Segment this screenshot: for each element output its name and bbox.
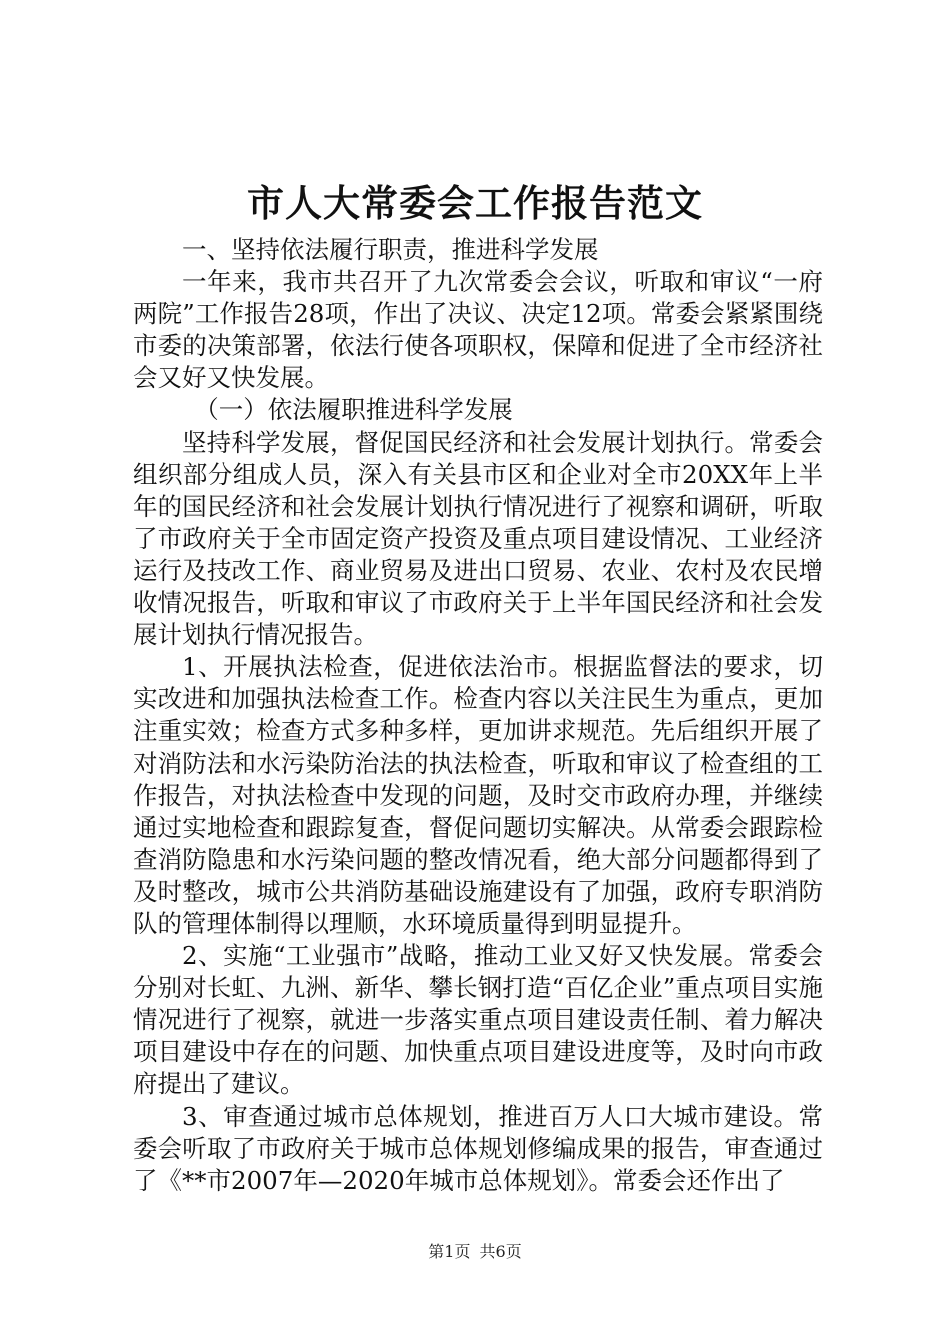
document-body: [133, 234, 823, 1197]
paragraph: 坚持科学发展，督促国民经济和社会发展计划执行。常委会组织部分组成人员，深入有关县市区和企业对全市20XX年上半年的国民经济和社会发展计划执行情况进行了视察和调研，听取了市政府关于全市固定资产投资及重点项目建设情况、工业经济运行及技改工作、商业贸易及进出口贸易、农业、农村及农民增收情况报告，听取和审议了市政府关于上半年国民经济和社会发展计划执行情况报告。: [133, 427, 823, 650]
paragraph: 一年来，我市共召开了九次常委会会议，听取和审议“一府两院”工作报告28项，作出了决议、决定12项。常委会紧紧围绕市委的决策部署，依法行使各项职权，保障和促进了全市经济社会又好又快发展。: [133, 267, 823, 393]
paragraph: 1、开展执法检查，促进依法治市。根据监督法的要求，切实改进和加强执法检查工作。检查内容以关注民生为重点，更加注重实效；检查方式多种多样，更加讲求规范。先后组织开展了对消防法和水污染防治法的执法检查，听取和审议了检查组的工作报告，对执法检查中发现的问题，及时交市政府办理，并继续通过实地检查和跟踪复查，督促问题切实解决。从常委会跟踪检查消防隐患和水污染问题的整改情况看，绝大部分问题都得到了及时整改，城市公共消防基础设施建设有了加强，政府专职消防队的管理体制得以理顺，水环境质量得到明显提升。: [133, 652, 823, 938]
page-footer: [0, 1241, 950, 1263]
page-total: 共6页: [479, 1242, 522, 1261]
section-heading: 一、坚持依法履行职责，推进科学发展: [182, 235, 599, 264]
document-title: 市人大常委会工作报告范文: [247, 181, 703, 225]
page-number: 第1页: [428, 1242, 471, 1261]
paragraph: 2、实施“工业强市”战略，推动工业又好又快发展。常委会分别对长虹、九洲、新华、攀长钢打造“百亿企业”重点项目实施情况进行了视察，就进一步落实重点项目建设责任制、着力解决项目建设中存在的问题、加快重点项目建设进度等，及时向市政府提出了建议。: [133, 941, 823, 1099]
paragraph: 3、审查通过城市总体规划，推进百万人口大城市建设。常委会听取了市政府关于城市总体规划修编成果的报告，审查通过了《**市2007年—2020年城市总体规划》。常委会还作出了: [133, 1101, 823, 1195]
subsection-heading: （一）依法履职推进科学发展: [194, 395, 513, 425]
